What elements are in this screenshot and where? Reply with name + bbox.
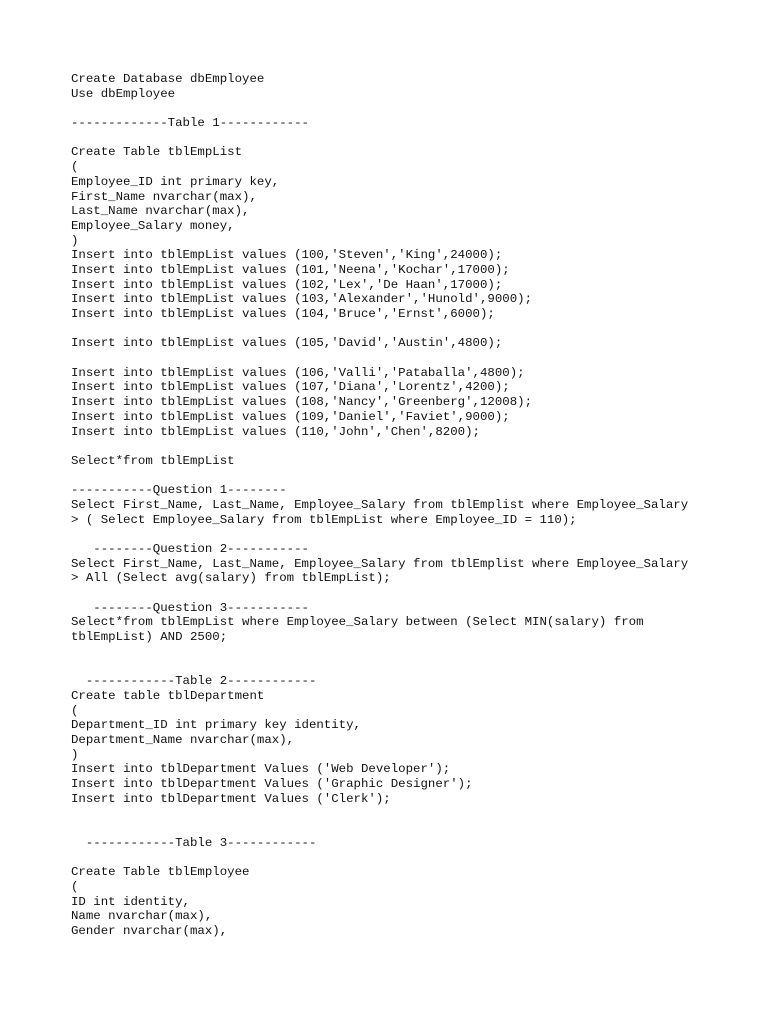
code-line: Insert into tblEmpList values (106,'Valli','Pataballa',4800);: [71, 365, 525, 380]
code-line: ): [71, 747, 79, 762]
code-line: [71, 322, 751, 337]
code-line: [71, 469, 751, 484]
code-line: Use dbEmployee: [71, 86, 176, 101]
code-line: Insert into tblEmpList values (110,'John','Chen',8200);: [71, 424, 480, 439]
code-line: > ( Select Employee_Salary from tblEmpList where Employee_ID = 110);: [71, 512, 577, 527]
code-line: Insert into tblDepartment Values ('Clerk');: [71, 791, 391, 806]
code-line: Insert into tblEmpList values (103,'Alexander','Hunold',9000);: [71, 292, 533, 307]
code-line: ------------Table 2------------: [71, 674, 317, 689]
code-line: ------------Table 3------------: [71, 835, 317, 850]
code-line: Insert into tblEmpList values (107,'Diana','Lorentz',4200);: [71, 380, 510, 395]
code-line: Create table tblDepartment: [71, 688, 265, 703]
code-line: [71, 101, 751, 116]
code-line: ): [71, 233, 79, 248]
code-line: (: [71, 160, 79, 175]
code-line: Insert into tblEmpList values (100,'Steven','King',24000);: [71, 248, 503, 263]
code-line: Employee_Salary money,: [71, 218, 235, 233]
code-line: Insert into tblEmpList values (108,'Nancy','Greenberg',12008);: [71, 395, 533, 410]
code-line: [71, 850, 751, 865]
code-line: [71, 806, 751, 821]
code-line: Insert into tblEmpList values (101,'Neena','Kochar',17000);: [71, 262, 510, 277]
code-line: [71, 439, 751, 454]
code-line: [71, 645, 751, 660]
code-line: [71, 821, 751, 836]
code-line: --------Question 2-----------: [71, 542, 309, 556]
code-line: Name nvarchar(max),: [71, 909, 213, 924]
code-line: [71, 351, 751, 366]
code-line: Gender nvarchar(max),: [71, 923, 228, 938]
code-line: Department_ID int primary key identity,: [71, 718, 361, 733]
code-line: tblEmpList) AND 2500;: [71, 630, 228, 645]
code-line: > All (Select avg(salary) from tblEmpList);: [71, 571, 391, 586]
code-line: Last_Name nvarchar(max),: [71, 204, 250, 219]
code-line: Insert into tblEmpList values (102,'Lex','De Haan',17000);: [71, 277, 503, 292]
code-line: Employee_ID int primary key,: [71, 174, 280, 189]
code-line: Select First_Name, Last_Name, Employee_Salary from tblEmplist where Employee_Salary: [71, 497, 689, 512]
code-line: --------Question 3-----------: [71, 600, 309, 615]
code-line: Create Database dbEmployee: [71, 72, 265, 86]
code-line: [71, 527, 751, 542]
code-line: Insert into tblEmpList values (109,'Daniel','Faviet',9000);: [71, 409, 510, 424]
code-line: Insert into tblEmpList values (105,'David','Austin',4800);: [71, 336, 503, 351]
code-line: Create Table tblEmpList: [71, 145, 243, 160]
code-line: Insert into tblDepartment Values ('Web Developer');: [71, 762, 451, 777]
code-line: [71, 660, 751, 675]
code-line: Create Table tblEmployee: [71, 865, 250, 880]
sql-code-block: [71, 72, 751, 939]
code-line: Department_Name nvarchar(max),: [71, 732, 295, 747]
code-line: -----------Question 1--------: [71, 483, 287, 498]
code-line: First_Name nvarchar(max),: [71, 189, 257, 204]
code-line: Select*from tblEmpList where Employee_Salary between (Select MIN(salary) from: [71, 615, 644, 630]
code-line: (: [71, 879, 79, 894]
code-line: [71, 586, 751, 601]
code-line: -------------Table 1------------: [71, 116, 309, 131]
code-line: ID int identity,: [71, 894, 190, 909]
code-line: Select First_Name, Last_Name, Employee_Salary from tblEmplist where Employee_Salary: [71, 556, 689, 571]
code-line: [71, 131, 751, 146]
code-line: Insert into tblEmpList values (104,'Bruce','Ernst',6000);: [71, 307, 495, 321]
code-line: (: [71, 703, 79, 718]
code-line: Select*from tblEmpList: [71, 453, 235, 468]
code-line: Insert into tblDepartment Values ('Graphic Designer');: [71, 777, 473, 791]
